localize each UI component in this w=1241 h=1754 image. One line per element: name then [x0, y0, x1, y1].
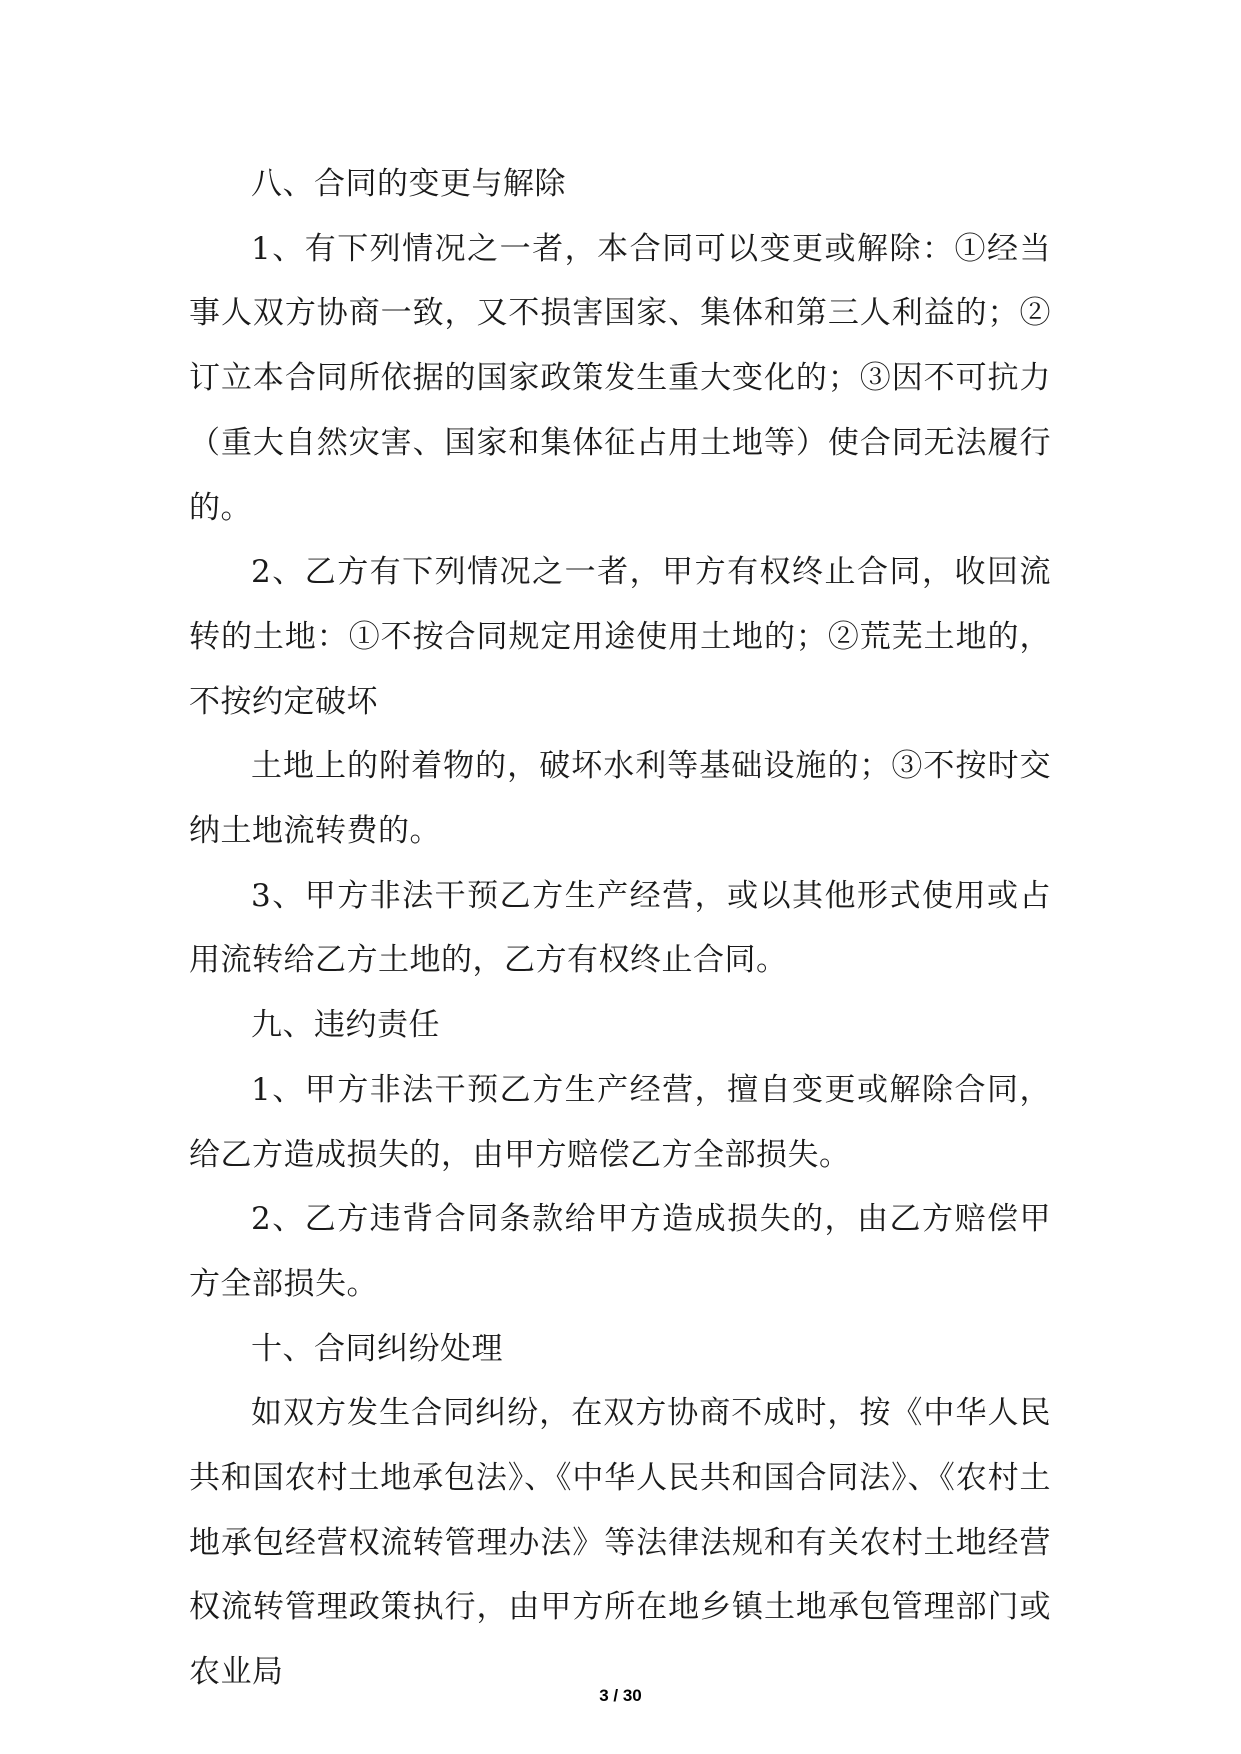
document-body: [189, 152, 1051, 1705]
page-number: 3 / 30: [599, 1686, 642, 1705]
paragraph-8-3: 3、甲方非法干预乙方生产经营，或以其他形式使用或占用流转给乙方土地的，乙方有权终止合同。: [189, 877, 1051, 979]
section-heading-9: 九、违约责任: [251, 1007, 440, 1044]
section-heading-8: 八、合同的变更与解除: [251, 166, 566, 202]
paragraph-8-2: 2、乙方有下列情况之一者，甲方有权终止合同，收回流转的土地：①不按合同规定用途使用土地的；②荒芜土地的，不按约定破坏: [189, 554, 1051, 720]
paragraph-8-1: 1、有下列情况之一者，本合同可以变更或解除：①经当事人双方协商一致，又不损害国家、集体和第三人利益的；②订立本合同所依据的国家政策发生重大变化的；③因不可抗力（重大自然灾害、国家和集体征占用土地等）使合同无法履行的。: [189, 230, 1051, 526]
paragraph-8-2-continued: 土地上的附着物的，破坏水利等基础设施的；③不按时交纳土地流转费的。: [189, 748, 1051, 850]
paragraph-9-2: 2、乙方违背合同条款给甲方造成损失的，由乙方赔偿甲方全部损失。: [189, 1201, 1051, 1302]
paragraph-10-1: 如双方发生合同纠纷，在双方协商不成时，按《中华人民共和国农村土地承包法》、《中华人民共和国合同法》、《农村土地承包经营权流转管理办法》等法律法规和有关农村土地经营权流转管理政策执行，由甲方所在地乡镇土地承包管理部门或农业局: [189, 1395, 1051, 1691]
section-heading-10: 十、合同纠纷处理: [251, 1330, 503, 1367]
paragraph-9-1: 1、甲方非法干预乙方生产经营，擅自变更或解除合同，给乙方造成损失的，由甲方赔偿乙方全部损失。: [189, 1071, 1051, 1173]
